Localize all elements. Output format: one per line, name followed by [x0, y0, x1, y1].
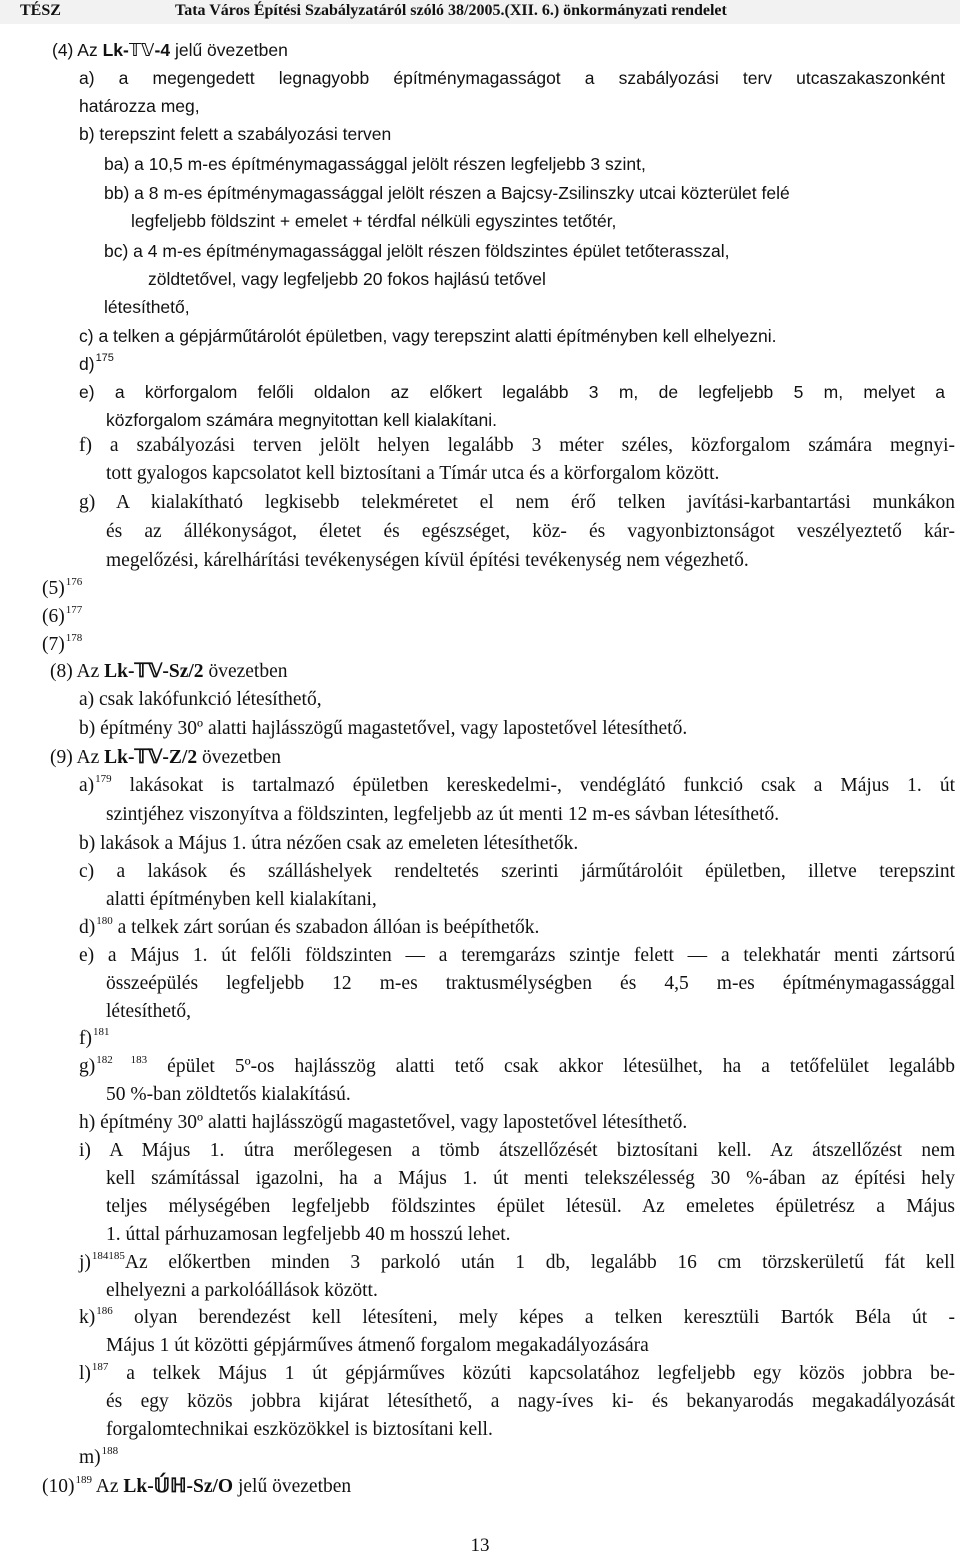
- text-line: b) építmény 30º alatti hajlásszögű magastetővel, vagy lapostetővel létesíthető.: [79, 718, 688, 739]
- text-line: elhelyezni a parkolóállások között.: [106, 1280, 378, 1301]
- text-line: 50 %-ban zöldtetős kialakítású.: [106, 1084, 351, 1105]
- text-line: a) csak lakófunkció létesíthető,: [79, 689, 322, 710]
- text-line: alatti építményben kell kialakítani,: [106, 889, 377, 910]
- text-line: g)$^{182 183}$ épület 5º-os hajlásszög alatti tető csak akkor létesülhet, ha a tetőfelület legalább: [79, 1054, 956, 1077]
- text-line: a)$^{179}$ lakásokat is tartalmazó épületben kereskedelmi-, vendéglátó funkció csak a Május 1. út: [79, 773, 955, 796]
- text-line: $(6)^{177}$: [42, 604, 83, 627]
- text-line: közforgalom számára megnyitottan kell kialakítani.: [106, 410, 498, 430]
- text-line: c) a lakások és szálláshelyek rendeltetés szerinti járműtárolóit épületben, illetve terepszint: [79, 861, 955, 882]
- text-line: legfeljebb földszint + emelet + térdfal nélküli egyszintes tetőtér,: [131, 211, 617, 231]
- text-line: $(10)^{189}$ Az Lk-𝕌́ℍ-Sz/O jelű övezetben: [42, 1474, 352, 1497]
- text-line: m)$^{188}$: [79, 1445, 119, 1468]
- page-number: 13: [470, 1535, 490, 1556]
- text-line: d)$^{175}$: [79, 352, 114, 374]
- text-line: $(7)^{178}$: [42, 632, 83, 655]
- text-line: (8) Az Lk-𝕋𝕍-Sz/2 övezetben: [50, 661, 288, 682]
- text-line: l)$^{187}$ a telkek Május 1 út gépjárműves közúti kapcsolatához legfeljebb egy közös jobbra be-: [79, 1361, 955, 1384]
- text-line: zöldtetővel, vagy legfeljebb 20 fokos hajlású tetővel: [148, 269, 546, 289]
- text-line: g) A kialakítható legkisebb telekméretet el nem érő telken javítási-karbantartási munkákon: [79, 492, 955, 513]
- text-line: a) a megengedett legnagyobb építménymagasságot a szabályozási terv utcaszakaszonként: [79, 68, 945, 88]
- header-title: Tata Város Építési Szabályzatáról szóló 38/2005.(XII. 6.) önkormányzati rendelet: [175, 2, 727, 19]
- text-line: összeépülés legfeljebb 12 m-es traktusmélységben és 4,5 m-es építménymagassággal: [106, 973, 955, 994]
- text-line: tott gyalogos kapcsolatot kell biztosítani a Tímár utca és a körforgalom között.: [106, 463, 720, 484]
- text-line: és egy közös jobbra kijárat létesíthető, a nagy-íves ki- és bekanyarodás megakadályozását: [106, 1391, 955, 1412]
- page-header: [0, 0, 960, 24]
- text-line: megelőzési, kárelhárítási tevékenységen kívül építési tevékenység nem végezhető.: [106, 550, 749, 571]
- text-line: f) a szabályozási terven jelölt helyen legalább 3 méter széles, közforgalom számára megnyi-: [79, 435, 955, 456]
- text-line: ba) a 10,5 m-es építménymagassággal jelölt részen legfeljebb 3 szint,: [104, 154, 646, 174]
- text-line: és az állékonyságot, életet és egészséget, köz- és vagyonbiztonságot veszélyeztető kár-: [106, 521, 955, 542]
- text-line: j)$^{184185}$Az előkertben minden 3 parkoló után 1 db, legalább 16 cm törzskerületű fát kell: [79, 1250, 955, 1273]
- text-line: b) lakások a Május 1. útra nézően csak az emeleten létesíthetők.: [79, 833, 579, 854]
- text-line: szintjéhez viszonyítva a földszinten, legfeljebb az út menti 12 m-es sávban létesíthető.: [106, 804, 780, 825]
- text-line: határozza meg,: [79, 96, 200, 116]
- text-line: teljes mélységében legfeljebb földszintes épület létesül. Az emeletes épületrész a Május: [106, 1196, 955, 1217]
- text-line: kell számítással igazolni, ha a Május 1. út menti telekszélesség 30 %-ában az építési hely: [106, 1168, 955, 1189]
- text-line: forgalomtechnikai eszközökkel is biztosítani kell.: [106, 1419, 493, 1440]
- text-line: e) a körforgalom felőli oldalon az előkert legalább 3 m, de legfeljebb 5 m, melyet a: [79, 382, 945, 402]
- text-line: 1. úttal párhuzamosan legfeljebb 40 m hosszú lehet.: [106, 1224, 511, 1245]
- text-line: e) a Május 1. út felőli földszinten — a teremgarázs szintje felett — a telekhatár menti zártsorú: [79, 945, 955, 966]
- text-line: (4) Az Lk-𝕋𝕍-4 jelű övezetben: [52, 40, 288, 60]
- text-line: b) terepszint felett a szabályozási terven: [79, 124, 392, 144]
- text-line: bc) a 4 m-es építménymagassággal jelölt részen földszintes épület tetőterasszal,: [104, 241, 730, 261]
- text-line: c) a telken a gépjárműtárolót épületben, vagy terepszint alatti építményben kell elhelyezni.: [79, 326, 777, 346]
- text-line: létesíthető,: [104, 297, 190, 317]
- text-line: bb) a 8 m-es építménymagassággal jelölt részen a Bajcsy-Zsilinszky utcai közterület felé: [104, 183, 790, 203]
- text-line: i) A Május 1. útra merőlegesen a tömb átszellőzését biztosítani kell. Az átszellőzést nem: [79, 1140, 955, 1161]
- text-line: f)$^{181}$: [79, 1026, 110, 1049]
- text-line: d)$^{180}$ a telkek zárt sorúan és szabadon állóan is beépíthetők.: [79, 915, 540, 938]
- text-line: létesíthető,: [106, 1001, 192, 1022]
- text-line: k)$^{186}$ olyan berendezést kell létesíteni, mely képes a telken keresztüli Bartók Béla út -: [79, 1305, 955, 1328]
- text-line: $(5)^{176}$: [42, 576, 83, 599]
- text-line: Május 1 út közötti gépjárműves átmenő forgalom megakadályozására: [106, 1335, 649, 1356]
- text-line: (9) Az Lk-𝕋𝕍-Z/2 övezetben: [50, 747, 281, 768]
- text-line: h) építmény 30º alatti hajlásszögű magastetővel, vagy lapostetővel létesíthető.: [79, 1112, 688, 1133]
- header-left-label: TÉSZ: [20, 2, 61, 19]
